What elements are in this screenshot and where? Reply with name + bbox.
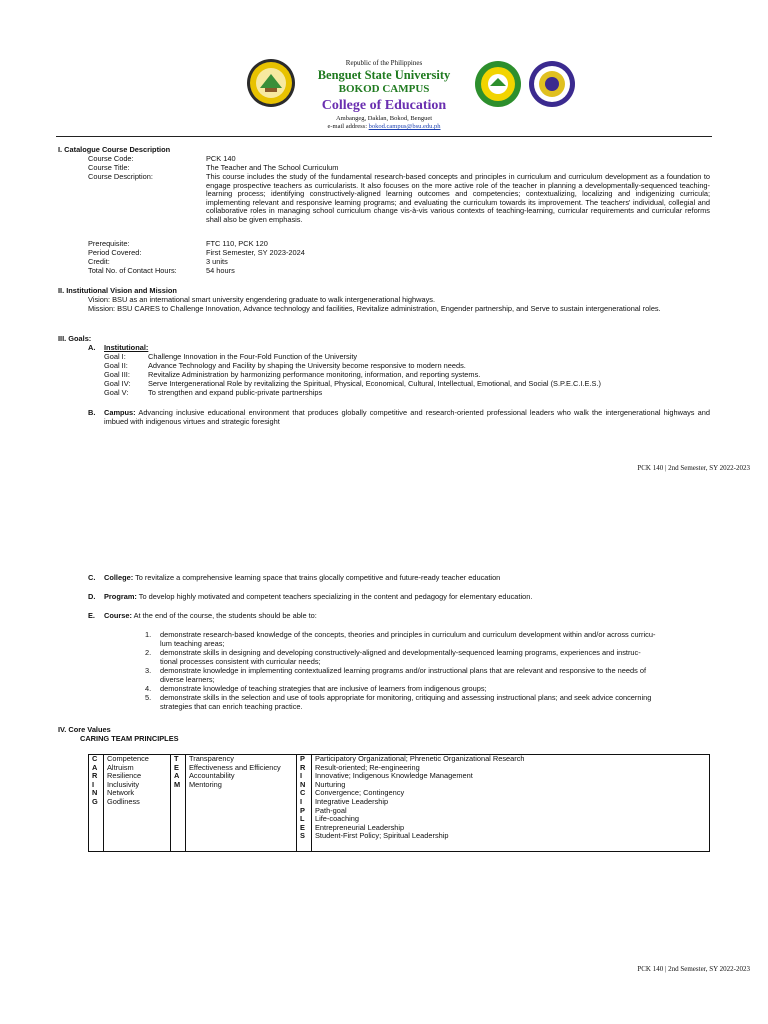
core-value: Mentoring bbox=[189, 779, 222, 789]
goal-text: To strengthen and expand public-private partnerships bbox=[148, 388, 323, 397]
college-name: College of Education bbox=[321, 98, 447, 113]
goal-d-label: D. bbox=[88, 592, 96, 601]
goal-c-label: C. bbox=[88, 573, 96, 582]
footer-page2: PCK 140 | 2nd Semester, SY 2022-2023 bbox=[637, 965, 750, 973]
email-link[interactable]: bokod.campus@bsu.edu.ph bbox=[368, 123, 441, 130]
goal-label: Goal III: bbox=[104, 370, 130, 379]
core-value: Transparency bbox=[189, 754, 234, 763]
outcome-line: diverse learners; bbox=[160, 674, 215, 684]
goal-d-block bbox=[104, 593, 710, 602]
goal-b-label: B. bbox=[88, 408, 96, 417]
goal-label: Goal V: bbox=[104, 388, 129, 397]
acronym-letter: A bbox=[92, 762, 98, 772]
outcome-number: 4. bbox=[145, 684, 152, 693]
principles-letters bbox=[297, 755, 312, 852]
acronym-letter: E bbox=[174, 762, 179, 772]
address-line: Ambangeg, Daklan, Bokod, Benguet bbox=[335, 115, 433, 122]
core-value: Innovative; Indigenous Knowledge Management bbox=[315, 771, 473, 781]
outcome-line: demonstrate knowledge in implementing contextualized learning programs and/or instructional plans that are relevant and responsive to the needs of bbox=[160, 666, 647, 675]
course-code-value: PCK 140 bbox=[206, 154, 236, 163]
acronym-letter: L bbox=[300, 814, 305, 824]
outcome-text bbox=[160, 667, 710, 684]
outcome-line: demonstrate skills in the selection and use of tools appropriate for monitoring, critiquing and assessing instructional plans; and seek advice concerning bbox=[160, 693, 652, 702]
prereq-label: Prerequisite: bbox=[88, 239, 130, 248]
acronym-letter: I bbox=[92, 779, 95, 789]
core-value: Altruism bbox=[107, 762, 134, 772]
course-title-label: Course Title: bbox=[88, 163, 130, 172]
hours-label: Total No. of Contact Hours: bbox=[88, 266, 177, 275]
core-value: Student-First Policy; Spiritual Leadership bbox=[315, 831, 449, 841]
outcome-line: demonstrate knowledge of teaching strategies that are inclusive of learners from indigenous groups; bbox=[160, 684, 487, 693]
goal-e-text: At the end of the course, the students should be able to: bbox=[133, 611, 317, 620]
core-value: Integrative Leadership bbox=[315, 796, 389, 806]
acronym-letter: N bbox=[300, 779, 306, 789]
mission-text: Mission: BSU CARES to Challenge Innovation, Advance technology and facilities, Revitalize administration, Engender partnership, and Serve to sustain intergenerational roles. bbox=[88, 304, 661, 313]
core-value: Participatory Organizational; Phrenetic Organizational Research bbox=[315, 754, 525, 763]
republic-line: Republic of the Philippines bbox=[345, 59, 423, 67]
acronym-letter: C bbox=[300, 788, 306, 798]
goal-a-title: Institutional: bbox=[104, 343, 149, 352]
goal-label: Goal I: bbox=[104, 352, 126, 361]
goal-c-text: To revitalize a comprehensive learning space that trains glocally competitive and future-ready teacher education bbox=[135, 573, 501, 582]
core-value: Life-coaching bbox=[315, 814, 359, 824]
acronym-letter: G bbox=[92, 796, 98, 806]
core-value: Effectiveness and Efficiency bbox=[189, 762, 281, 772]
team-letters bbox=[171, 755, 186, 852]
acronym-letter: R bbox=[300, 762, 306, 772]
email-label: e-mail address: bbox=[327, 123, 367, 130]
outcome-number: 1. bbox=[145, 630, 152, 639]
campus-name: BOKOD CAMPUS bbox=[338, 83, 430, 95]
outcome-text bbox=[160, 694, 710, 711]
goal-e-title: Course: bbox=[104, 611, 132, 620]
section4-heading: IV. Core Values bbox=[58, 725, 111, 734]
goal-b-title: Campus: bbox=[104, 408, 136, 417]
outcome-text bbox=[160, 631, 710, 648]
outcome-line: tional processes consistent with curricular needs; bbox=[160, 656, 321, 666]
goal-b-block bbox=[104, 409, 710, 426]
course-code-label: Course Code: bbox=[88, 154, 134, 163]
hours-value: 54 hours bbox=[206, 266, 235, 275]
core-value: Accountability bbox=[189, 771, 235, 781]
credit-value: 3 units bbox=[206, 257, 228, 266]
bsu-seal-logo bbox=[246, 58, 296, 108]
core-value: Godliness bbox=[107, 796, 140, 806]
acronym-letter: A bbox=[174, 771, 180, 781]
footer-page1: PCK 140 | 2nd Semester, SY 2022-2023 bbox=[637, 464, 750, 472]
outcome-text bbox=[160, 649, 710, 666]
core-value: Entrepreneurial Leadership bbox=[315, 822, 405, 832]
vision-text: Vision: BSU as an international smart university engendering graduate to walk intergenerational highways. bbox=[88, 295, 436, 304]
acronym-letter: I bbox=[300, 796, 303, 806]
core-value: Nurturing bbox=[315, 779, 346, 789]
outcome-line: lum teaching areas; bbox=[160, 638, 225, 648]
goal-c-title: College: bbox=[104, 573, 134, 582]
core-value: Path-goal bbox=[315, 805, 347, 815]
core-value: Result-oriented; Re-engineering bbox=[315, 762, 420, 772]
core-values-subheading: CARING TEAM PRINCIPLES bbox=[80, 734, 179, 743]
acronym-letter: M bbox=[174, 779, 181, 789]
goal-c-block bbox=[104, 574, 710, 583]
goal-a-label: A. bbox=[88, 343, 96, 352]
program-seal-logo bbox=[528, 60, 576, 108]
outcome-number: 3. bbox=[145, 666, 152, 675]
acronym-letter: P bbox=[300, 805, 305, 815]
acronym-letter: S bbox=[300, 831, 305, 841]
course-desc-value: This course includes the study of the fundamental research-based concepts and principles in curriculum and curriculum development as a foundation to engage prospective teachers as curricularists. It also focuses on the more active role of the teacher in planning a developmentally-sequenced teaching-learning process; identifying constructively-aligned learning outcomes and competencies; contextualizing, localizing and indigenizing curricula; implementing relevant and responsive learning programs; and evaluating the curriculum towards its improvement. The teachers' individual, collegial and collaborative roles in managing school curriculum change vis-à-vis various contexts of teaching-learning, curricular requirements and curricular reforms shall also be given emphasis. bbox=[206, 172, 710, 224]
outcome-line: strategies that can enrich teaching practice. bbox=[160, 701, 303, 711]
period-label: Period Covered: bbox=[88, 248, 142, 257]
credit-label: Credit: bbox=[88, 257, 110, 266]
goal-d-title: Program: bbox=[104, 592, 137, 601]
university-name: Benguet State University bbox=[317, 68, 451, 82]
acronym-letter: N bbox=[92, 788, 98, 798]
core-value: Competence bbox=[107, 754, 149, 763]
outcome-line: demonstrate skills in designing and developing constructively-aligned and developmentally-sequenced learning programs, experiences and instruc- bbox=[160, 648, 641, 657]
principles-values bbox=[312, 755, 710, 852]
email-line bbox=[300, 123, 468, 130]
outcome-line: demonstrate research-based knowledge of the concepts, theories and principles in curriculum and curriculum development within and/or across curricu- bbox=[160, 630, 656, 639]
caring-letters bbox=[89, 755, 104, 852]
goal-text: Challenge Innovation in the Four-Fold Function of the University bbox=[148, 352, 358, 361]
goal-text: Advance Technology and Facility by shaping the University become responsive to modern needs. bbox=[148, 361, 466, 370]
acronym-letter: C bbox=[92, 754, 98, 763]
goal-label: Goal II: bbox=[104, 361, 128, 370]
acronym-letter: R bbox=[92, 771, 98, 781]
goal-e-block bbox=[104, 612, 710, 621]
core-value: Inclusivity bbox=[107, 779, 140, 789]
core-value: Network bbox=[107, 788, 135, 798]
outcome-number: 5. bbox=[145, 693, 152, 702]
goal-text: Serve Intergenerational Role by revitalizing the Spiritual, Physical, Economical, Cultural, Intellectual, Emotional, and Social (S.P.E.C.I.E.S.) bbox=[148, 379, 601, 388]
team-values bbox=[186, 755, 297, 852]
goal-e-label: E. bbox=[88, 611, 95, 620]
period-value: First Semester, SY 2023-2024 bbox=[206, 248, 305, 257]
section1-heading: I. Catalogue Course Description bbox=[58, 145, 171, 154]
outcome-number: 2. bbox=[145, 648, 152, 657]
course-desc-label: Course Description: bbox=[88, 172, 153, 181]
acronym-letter: I bbox=[300, 771, 303, 781]
goal-label: Goal IV: bbox=[104, 379, 131, 388]
course-title-value: The Teacher and The School Curriculum bbox=[206, 163, 339, 172]
core-value: Resilience bbox=[107, 771, 142, 781]
prereq-value: FTC 110, PCK 120 bbox=[206, 239, 268, 248]
acronym-letter: T bbox=[174, 754, 179, 763]
header-divider bbox=[56, 136, 712, 137]
section3-heading: III. Goals: bbox=[58, 334, 92, 343]
section2-heading: II. Institutional Vision and Mission bbox=[58, 286, 177, 295]
goal-d-text: To develop highly motivated and competent teachers specializing in the content and pedagogy for elementary education. bbox=[138, 592, 533, 601]
goal-text: Revitalize Administration by harmonizing performance monitoring, information, and reporting systems. bbox=[148, 370, 481, 379]
acronym-letter: E bbox=[300, 822, 305, 832]
core-values-table bbox=[88, 754, 710, 852]
core-value: Convergence; Contingency bbox=[315, 788, 405, 798]
acronym-letter: P bbox=[300, 754, 305, 763]
college-seal-logo bbox=[474, 60, 522, 108]
goal-b-text: Advancing inclusive educational environment that produces globally competitive and research-oriented professional leaders who walk the intergenerational highways and imbued with indigenous virtues and strategic foresight bbox=[104, 408, 710, 426]
caring-values bbox=[104, 755, 171, 852]
